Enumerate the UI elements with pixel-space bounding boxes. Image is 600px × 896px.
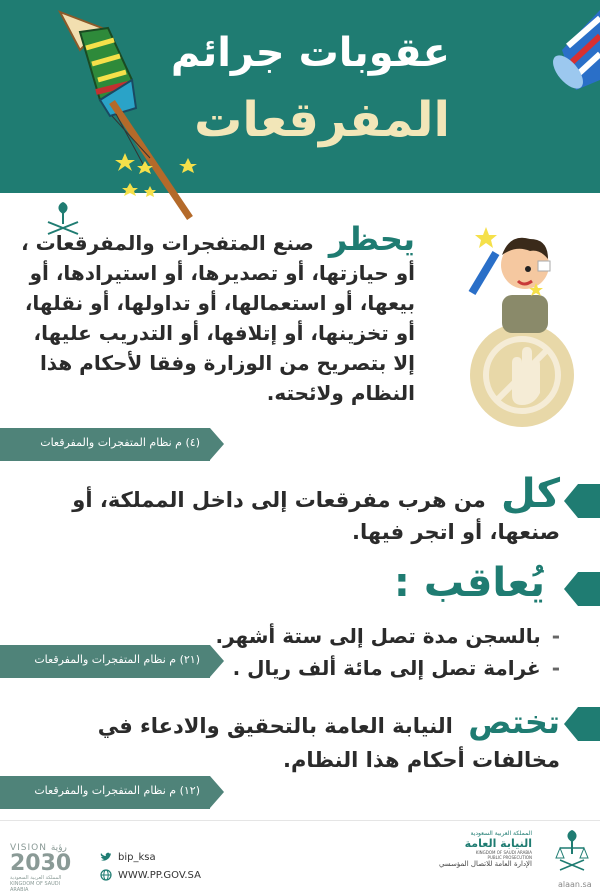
reference-bar-tip <box>210 428 224 460</box>
reference-bar-article-4 <box>0 428 210 461</box>
smuggling-keyword: كل <box>501 471 560 517</box>
vision-subtitle: المملكة العربية السعودية KINGDOM OF SAUDI ARABIA <box>10 875 62 893</box>
watermark: alaan.sa <box>558 880 592 889</box>
jurisdiction-text: النيابة العامة بالتحقيق والادعاء في مخالفات أحكام هذا النظام. <box>97 714 560 772</box>
title-line-2: المفرقعات <box>194 92 450 148</box>
twitter-row[interactable] <box>100 848 201 866</box>
title-line-1: عقوبات جرائم <box>170 30 450 76</box>
reference-text: (٤) م نظام المتفجرات والمفرقعات <box>40 436 200 449</box>
side-tab-marker <box>578 484 600 518</box>
prohibition-paragraph <box>20 220 415 408</box>
reference-text: (٢١) م نظام المتفجرات والمفرقعات <box>34 653 200 666</box>
list-item: - غرامة تصل إلى مائة ألف ريال . <box>232 656 560 680</box>
smuggling-paragraph <box>40 471 560 548</box>
reference-text: (١٢) م نظام المتفجرات والمفرقعات <box>34 784 200 797</box>
list-item: - بالسجن مدة تصل إلى ستة أشهر. <box>215 624 560 648</box>
contact-info <box>100 848 201 884</box>
reference-bar-article-21 <box>0 645 210 678</box>
penalty-fine: غرامة تصل إلى مائة ألف ريال . <box>232 656 541 680</box>
penalty-prison: بالسجن مدة تصل إلى ستة أشهر. <box>215 624 541 648</box>
child-with-firework-illustration <box>460 225 575 440</box>
org-country-en: KINGDOM OF SAUDI ARABIA <box>475 850 532 855</box>
firework-illustration <box>552 10 600 100</box>
side-tab-marker <box>578 572 600 606</box>
vision-label: VISION رؤية <box>10 843 67 853</box>
globe-icon <box>100 869 112 881</box>
reference-bar-article-12 <box>0 776 210 809</box>
org-department: الإدارة العامة للاتصال المؤسسي <box>438 860 532 868</box>
vision-2030-logo <box>10 843 80 893</box>
side-tab-marker <box>578 707 600 741</box>
org-name-en: PUBLIC PROSECUTION <box>487 855 532 860</box>
prohibition-text: صنع المتفجرات والمفرقعات ، أو حيازتها، أو تصديرها، أو استيرادها، أو بيعها، أو استعمالها، أو تداولها، أو نقلها، أو تخزينها، أو إتلافها، أو التدريب عليها، إلا بتصريح من الوزارة وفقا لأحكام هذا النظام ولائحته. <box>21 231 415 405</box>
prohibition-keyword: يحظر <box>328 220 415 258</box>
website-row[interactable] <box>100 866 201 884</box>
website-url: WWW.PP.GOV.SA <box>118 869 201 881</box>
reference-bar-tip <box>210 776 224 808</box>
footer-divider <box>0 820 600 821</box>
smuggling-text: من هرب مفرقعات إلى داخل المملكة، أو صنعها، أو اتجر فيها. <box>72 488 560 544</box>
org-country-ar: المملكة العربية السعودية <box>470 830 532 837</box>
rocket-illustration <box>50 8 210 223</box>
public-prosecution-text <box>439 830 532 868</box>
vision-year: 2030 <box>10 851 72 876</box>
reference-bar-tip <box>210 645 224 677</box>
org-name-ar: النيابة العامة <box>464 837 532 850</box>
jurisdiction-keyword: تختص <box>468 703 560 741</box>
jurisdiction-paragraph <box>20 705 560 777</box>
twitter-icon <box>100 851 112 863</box>
twitter-handle: bip_ksa <box>118 851 156 863</box>
penalty-heading: يُعاقب : <box>393 560 545 606</box>
